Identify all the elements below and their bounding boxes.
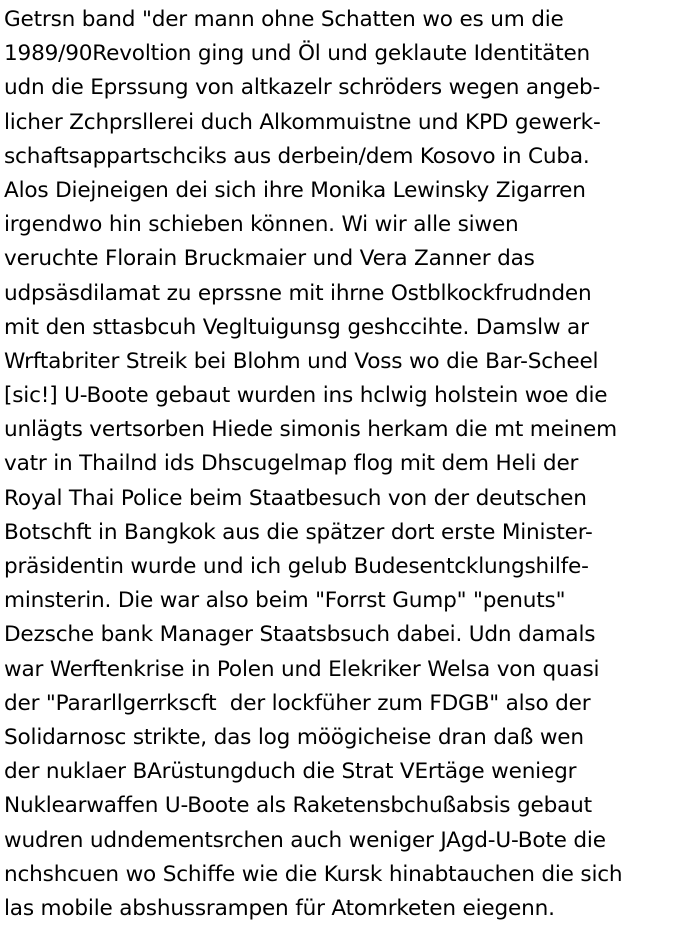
text-line: Alos Diejneigen dei sich ihre Monika Lewinsky Zigarren	[4, 177, 586, 203]
text-line: wudren udndementsrchen auch weniger JAgd-U-Bote die	[4, 827, 606, 853]
text-line: las mobile abshussrampen für Atomrketen eiegenn.	[4, 895, 555, 921]
text-line: nchshcuen wo Schiffe wie die Kursk hinabtauchen die sich	[4, 861, 623, 887]
text-line: präsidentin wurde und ich gelub Budesentcklungshilfe-	[4, 554, 589, 579]
text-line: Solidarnosc strikte, das log möögicheise dran daß wen	[4, 724, 584, 750]
text-line: war Werftenkrise in Polen und Elekriker Welsa von quasi	[4, 656, 600, 682]
text-line: Botschft in Bangkok aus die spätzer dort erste Minister-	[4, 519, 593, 545]
text-line: udpsäsdilamat zu eprssne mit ihrne Ostblkockfrudnden	[4, 280, 592, 306]
text-line: schaftsappartschciks aus derbein/dem Kosovo in Cuba.	[4, 143, 590, 169]
text-line: Getrsn band "der mann ohne Schatten wo es um die	[4, 7, 564, 32]
text-line: vatr in Thailnd ids Dhscugelmap flog mit dem Heli der	[4, 451, 579, 477]
text-line: unlägts vertsorben Hiede simonis herkam die mt meinem	[4, 417, 617, 443]
text-line: der "Pararllgerrkscft der lockfüher zum FDGB" also der	[4, 690, 591, 716]
text-line: udn die Eprssung von altkazelr schröders wegen angeb-	[4, 75, 601, 101]
text-line: der nuklaer BArüstungduch die Strat VErtäge weniegr	[4, 759, 577, 785]
text-line: Wrftabriter Streik bei Blohm und Voss wo die Bar-Scheel	[4, 348, 599, 374]
text-line: [sic!] U-Boote gebaut wurden ins hclwig holstein woe die	[4, 383, 608, 409]
text-line: Dezsche bank Manager Staatsbsuch dabei. Udn damals	[4, 622, 596, 648]
text-line: Nuklearwaffen U-Boote als Raketensbchußabsis gebaut	[4, 793, 592, 819]
document-body	[4, 3, 682, 926]
text-line: Royal Thai Police beim Staatbesuch von der deutschen	[4, 485, 587, 511]
text-line: irgendwo hin schieben können. Wi wir alle siwen	[4, 212, 519, 238]
text-line: minsterin. Die war also beim "Forrst Gump" "penuts"	[4, 588, 566, 614]
text-line: mit den sttasbcuh Vegltuigunsg geshccihte. Damslw ar	[4, 314, 589, 340]
text-line: 1989/90Revoltion ging und Öl und geklaute Identitäten	[4, 41, 591, 67]
text-line: veruchte Florain Bruckmaier und Vera Zanner das	[4, 246, 535, 272]
text-line: licher Zchprsllerei duch Alkommuistne und KPD gewerk-	[4, 109, 601, 135]
